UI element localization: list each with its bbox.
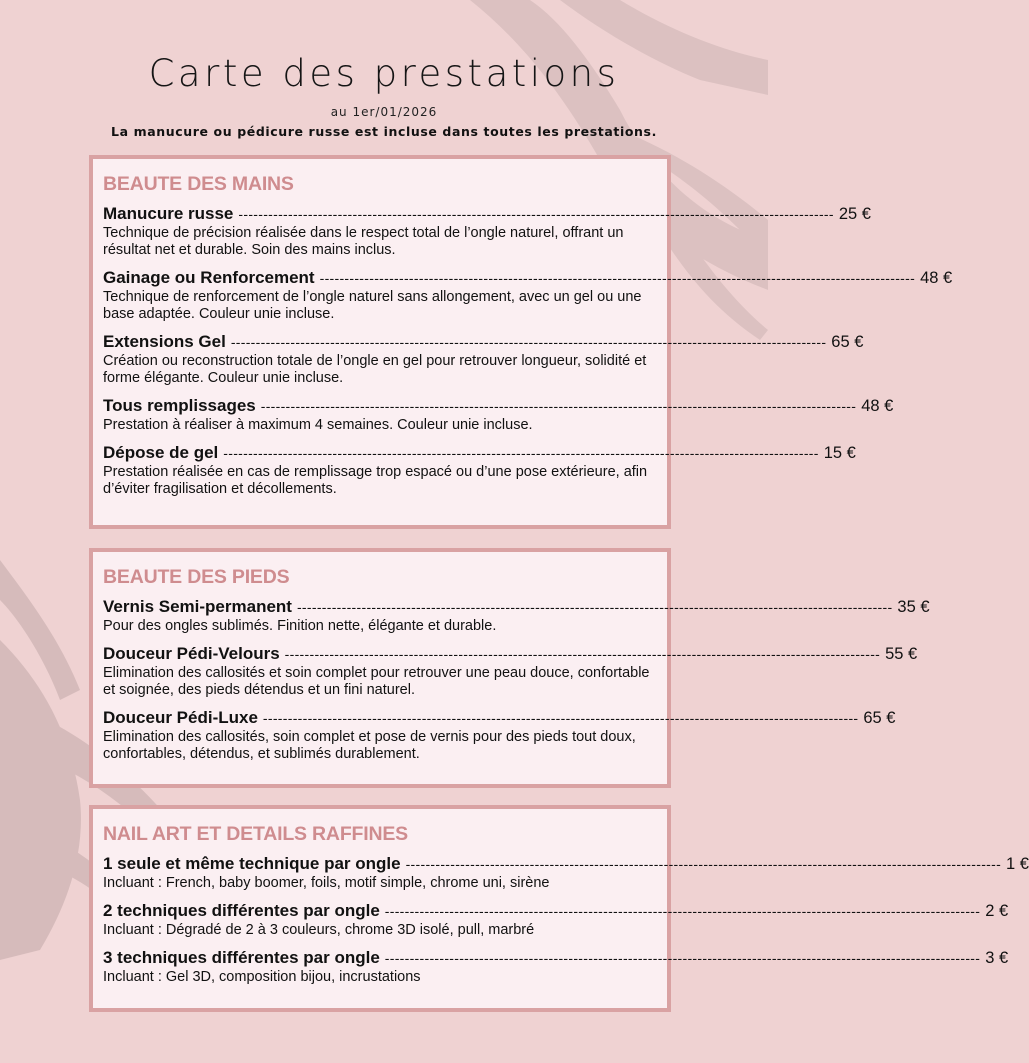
service-description: Prestation à réaliser à maximum 4 semaines. Couleur unie incluse.	[103, 417, 533, 433]
service-name: Manucure russe	[103, 204, 234, 223]
service-item	[103, 948, 1009, 986]
dot-leader: ------------------------------------------------------------------------------------------------------------------------	[260, 398, 857, 414]
service-description: Incluant : Dégradé de 2 à 3 couleurs, chrome 3D isolé, pull, marbré	[103, 922, 535, 938]
service-price: 2 €	[985, 902, 1009, 920]
service-name: Douceur Pédi-Luxe	[103, 708, 258, 727]
service-price: 15 €	[823, 444, 856, 462]
dot-leader: ------------------------------------------------------------------------------------------------------------------------	[384, 950, 981, 966]
service-item	[103, 268, 953, 323]
section-card-pieds	[89, 548, 930, 788]
service-price: 25 €	[838, 205, 871, 223]
service-price: 55 €	[885, 645, 918, 663]
service-description: Création ou reconstruction totale de l’ongle en gel pour retrouver longueur, solidité et forme élégante. Couleur unie incluse.	[103, 353, 647, 386]
service-name: Tous remplissages	[103, 396, 256, 415]
section-title: BEAUTE DES MAINS	[103, 173, 294, 195]
dot-leader: ------------------------------------------------------------------------------------------------------------------------	[284, 646, 881, 662]
effective-date: au 1er/01/2026	[330, 105, 438, 119]
section-title: NAIL ART ET DETAILS RAFFINES	[103, 823, 408, 845]
service-name: Vernis Semi-permanent	[103, 597, 292, 616]
service-description: Incluant : Gel 3D, composition bijou, incrustations	[103, 969, 421, 985]
dot-leader: ------------------------------------------------------------------------------------------------------------------------	[296, 599, 893, 615]
service-price: 65 €	[831, 333, 864, 351]
section-card-nail-art	[89, 805, 1029, 1012]
dot-leader: ------------------------------------------------------------------------------------------------------------------------	[230, 334, 827, 350]
service-description: Elimination des callosités, soin complet et pose de vernis pour des pieds tout doux, confortables, détendus, et sublimés durablement.	[103, 729, 636, 762]
service-name: Gainage ou Renforcement	[103, 268, 315, 287]
service-price: 65 €	[863, 709, 896, 727]
service-item	[103, 396, 894, 434]
service-name: 2 techniques différentes par ongle	[103, 901, 380, 920]
dot-leader: ------------------------------------------------------------------------------------------------------------------------	[262, 710, 859, 726]
service-name: 1 seule et même technique par ongle	[103, 854, 401, 873]
service-description: Pour des ongles sublimés. Finition nette, élégante et durable.	[103, 618, 497, 634]
service-item	[103, 204, 871, 259]
service-name: 3 techniques différentes par ongle	[103, 948, 380, 967]
service-item	[103, 901, 1009, 939]
service-description: Prestation réalisée en cas de remplissage trop espacé ou d’une pose extérieure, afin d’éviter fragilisation et décollements.	[103, 464, 648, 497]
service-description: Incluant : French, baby boomer, foils, motif simple, chrome uni, sirène	[103, 875, 550, 891]
service-item	[103, 332, 864, 387]
dot-leader: ------------------------------------------------------------------------------------------------------------------------	[223, 445, 819, 461]
service-description: Elimination des callosités et soin complet pour retrouver une peau douce, confortable et soignée, des pieds détendus et un fini naturel.	[103, 665, 650, 698]
dot-leader: ------------------------------------------------------------------------------------------------------------------------	[405, 856, 1002, 872]
service-item	[103, 597, 930, 635]
service-item	[103, 443, 856, 498]
service-name: Extensions Gel	[103, 332, 226, 351]
service-item	[103, 708, 896, 763]
service-description: Technique de précision réalisée dans le respect total de l’ongle naturel, offrant un résultat net et durable. Soin des mains inclus.	[103, 225, 624, 258]
dot-leader: ------------------------------------------------------------------------------------------------------------------------	[384, 903, 981, 919]
service-description: Technique de renforcement de l’ongle naturel sans allongement, avec un gel ou une base adaptée. Couleur unie incluse.	[103, 289, 642, 322]
dot-leader: ------------------------------------------------------------------------------------------------------------------------	[319, 270, 916, 286]
inclusion-note: La manucure ou pédicure russe est incluse dans toutes les prestations.	[111, 124, 657, 139]
service-item	[103, 854, 1029, 892]
page-header	[0, 52, 768, 139]
service-price: 48 €	[861, 397, 894, 415]
service-price: 35 €	[897, 598, 930, 616]
service-price: 48 €	[920, 269, 953, 287]
section-title: BEAUTE DES PIEDS	[103, 566, 290, 588]
dot-leader: ------------------------------------------------------------------------------------------------------------------------	[238, 206, 834, 222]
service-name: Douceur Pédi-Velours	[103, 644, 280, 663]
page-title: Carte des prestations	[148, 52, 620, 95]
service-price: 3 €	[985, 949, 1009, 967]
service-item	[103, 644, 918, 699]
section-card-mains	[89, 155, 953, 529]
service-price: 1 €	[1006, 855, 1029, 873]
service-name: Dépose de gel	[103, 443, 219, 462]
